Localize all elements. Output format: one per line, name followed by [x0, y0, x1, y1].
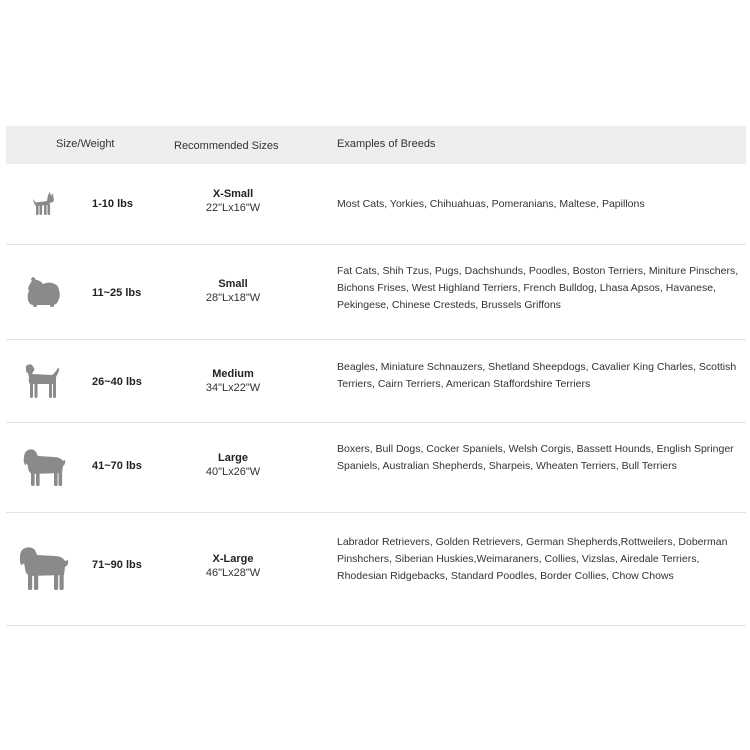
- size-name: X-Large: [212, 553, 254, 565]
- breed-examples: Beagles, Miniature Schnauzers, Shetland Sheepdogs, Cavalier King Charles, Scottish Terriers, Cairn Terriers, American Staffordshire Terriers: [337, 361, 737, 390]
- small-dog-icon: [6, 164, 82, 244]
- size-dimensions: 22"Lx16"W: [205, 202, 261, 214]
- recommended-size: [174, 552, 292, 580]
- breed-examples: Most Cats, Yorkies, Chihuahuas, Pomeranians, Maltese, Papillons: [337, 198, 645, 210]
- size-dimensions: 46"Lx28"W: [205, 567, 261, 579]
- recommended-size: [174, 187, 292, 215]
- table-row: [6, 513, 746, 626]
- recommended-size: [174, 277, 292, 305]
- breed-examples: Labrador Retrievers, Golden Retrievers, German Shepherds,Rottweilers, Doberman Pinshchers, Siberian Huskies,Weimaraners, Collies, Vizslas, Airedale Terriers, Rhodesian Ridgebacks, Standard Poodles, Border Collies, Chow Chows: [337, 536, 728, 582]
- weight-range: 26~40 lbs: [92, 376, 142, 388]
- header-size-weight: Size/Weight: [56, 138, 115, 150]
- table-header: [6, 126, 746, 164]
- size-name: Small: [218, 278, 248, 290]
- breed-examples: Boxers, Bull Dogs, Cocker Spaniels, Welsh Corgis, Bassett Hounds, English Springer Spaniels, Australian Shepherds, Sharpeis, Wheaten Terriers, Bull Terriers: [337, 443, 734, 472]
- header-recommended-sizes: Recommended Sizes: [174, 140, 279, 152]
- size-name: Large: [218, 452, 248, 464]
- weight-range: 1-10 lbs: [92, 198, 133, 210]
- table-row: [6, 340, 746, 423]
- fluffy-dog-icon: [6, 245, 82, 339]
- weight-range: 41~70 lbs: [92, 460, 142, 472]
- recommended-size: [174, 367, 292, 395]
- weight-range: 71~90 lbs: [92, 559, 142, 571]
- table-row: [6, 164, 746, 245]
- medium-dog-icon: [6, 340, 82, 422]
- large-dog-icon: [6, 423, 82, 512]
- xlarge-dog-icon: [6, 513, 82, 625]
- size-dimensions: 28"Lx18"W: [205, 292, 261, 304]
- size-guide-table: [6, 126, 746, 626]
- size-name: X-Small: [212, 188, 254, 200]
- table-row: [6, 423, 746, 513]
- table-row: [6, 245, 746, 340]
- breed-examples: Fat Cats, Shih Tzus, Pugs, Dachshunds, Poodles, Boston Terriers, Miniture Pinschers, Bichons Frises, West Highland Terriers, French Bulldog, Lhasa Apsos, Havanese, Pekingese, Chinese Cresteds, Brussels Griffons: [337, 265, 739, 311]
- size-dimensions: 40"Lx26"W: [205, 466, 261, 478]
- recommended-size: [174, 451, 292, 479]
- weight-range: 11~25 lbs: [92, 287, 142, 299]
- header-examples: Examples of Breeds: [337, 138, 436, 150]
- size-name: Medium: [212, 368, 254, 380]
- size-dimensions: 34"Lx22"W: [205, 382, 261, 394]
